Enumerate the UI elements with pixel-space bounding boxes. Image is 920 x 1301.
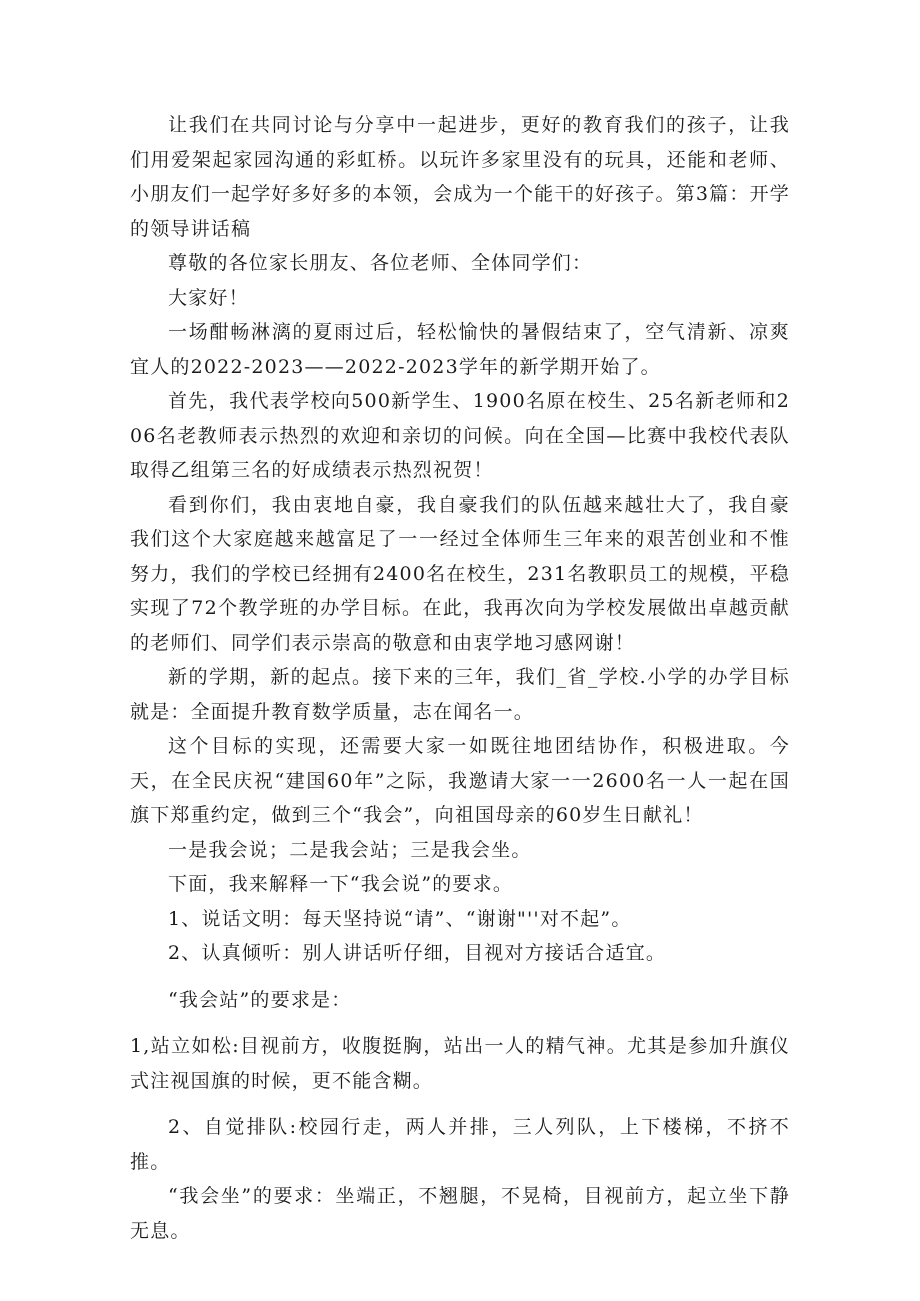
paragraph-gap — [130, 1017, 790, 1029]
paragraph-new-term: 新的学期，新的起点。接下来的三年，我们_省_学校.小学的办学目标就是：全面提升教育数学质量，志在闻名一。 — [130, 666, 790, 723]
paragraph-summer: 一场酣畅淋漓的夏雨过后，轻松愉快的暑假结束了，空气清新、凉爽宜人的2022-2023——2022-2023学年的新学期开始了。 — [130, 321, 790, 378]
paragraph-stand-rule-1: 1,站立如松:目视前方，收腹挺胸，站出一人的精气神。尤其是参加升旗仪式注视国旗的时候，更不能含糊。 — [130, 1035, 790, 1092]
paragraph-speak-rule-1: 1、说话文明：每天坚持说“请”、“谢谢"''对不起”。 — [168, 907, 632, 930]
paragraph-greeting: 大家好！ — [168, 286, 249, 309]
paragraph-salutation: 尊敬的各位家长朋友、各位老师、全体同学们： — [168, 252, 593, 274]
paragraph-explain-speak: 下面，我来解释一下“我会说”的要求。 — [168, 873, 514, 895]
paragraph-intro: 让我们在共同讨论与分享中一起进步，更好的教育我们的孩子，让我们用爱架起家园沟通的彩虹桥。以玩许多家里没有的玩具，还能和老师、小朋友们一起学好多好多的本领，会成为一个能干的好孩子。第3篇：开学的领导讲话稿 — [130, 114, 790, 240]
paragraph-welcome: 首先，我代表学校向500新学生、1900名原在校生、25名新老师和206名老教师表示热烈的欢迎和亲切的问候。向在全国—比赛中我校代表队取得乙组第三名的好成绩表示热烈祝贺！ — [130, 390, 790, 481]
paragraph-three-wohui: 一是我会说；二是我会站；三是我会坐。 — [168, 838, 532, 861]
paragraph-sit-rule: “我会坐”的要求：坐端正，不翘腿，不晃椅，目视前方，起立坐下静无息。 — [130, 1185, 790, 1242]
paragraph-speak-rule-2: 2、认真倾听：别人讲话听仔细，目视对方接话合适宜。 — [168, 942, 667, 964]
paragraph-stand-rule-2: 2、自觉排队:校园行走，两人并排，三人列队，上下楼梯，不挤不推。 — [130, 1116, 790, 1173]
paragraph-goal: 这个目标的实现，还需要大家一如既往地团结协作，积极进取。今天，在全民庆祝“建国60年”之际，我邀请大家一一2600名一人一起在国旗下郑重约定，做到三个“我会”，向祖国母亲的60岁生日献礼！ — [130, 735, 790, 826]
paragraph-stand-heading: “我会站”的要求是： — [168, 988, 352, 1011]
paragraph-gap — [130, 971, 790, 983]
paragraph-gap — [130, 1098, 790, 1110]
paragraph-pride: 看到你们，我由衷地自豪，我自豪我们的队伍越来越壮大了，我自豪我们这个大家庭越来越富足了一一经过全体师生三年来的艰苦创业和不惟努力，我们的学校已经拥有2400名在校生，231名教职员工的规模，平稳实现了72个教学班的办学目标。在此，我再次向为学校发展做出卓越贡献的老师们、同学们表示崇高的敬意和由衷学地习感网谢！ — [130, 493, 790, 654]
document-page — [130, 108, 790, 1248]
